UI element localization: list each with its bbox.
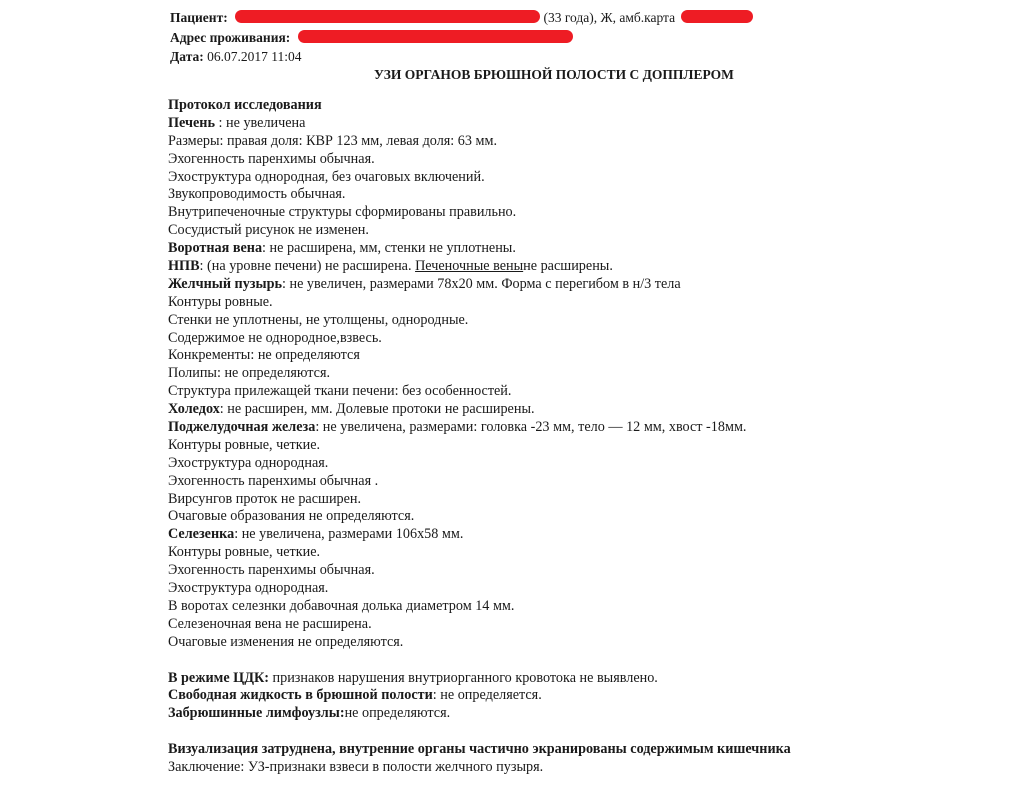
line-heading: Селезенка (168, 526, 235, 543)
line-text: Контуры ровные. (168, 293, 273, 310)
protocol-line (168, 491, 1008, 509)
line-text: Размеры: правая доля: КВР 123 мм, левая доля: 63 мм. (168, 132, 498, 149)
line-text: Селезеночная вена не расширена. (168, 615, 372, 632)
line-heading: Поджелудочная железа (168, 419, 316, 436)
line-heading: НПВ (168, 258, 200, 275)
protocol-line (168, 347, 1008, 365)
protocol-line (168, 383, 1008, 401)
line-heading: Визуализация затруднена, внутренние органы частично экранированы содержимым кишечника (168, 741, 791, 758)
protocol-line (168, 365, 1008, 383)
protocol-line (168, 705, 1008, 723)
protocol-line (168, 258, 1008, 276)
line-text: Эхогенность паренхимы обычная. (168, 150, 375, 167)
line-text: Эхоструктура однородная. (168, 580, 329, 597)
protocol-line (168, 741, 1008, 759)
date-value: 06.07.2017 11:04 (207, 49, 302, 64)
line-text: Внутрипеченочные структуры сформированы правильно. (168, 204, 517, 221)
address-label: Адрес проживания: (170, 30, 291, 45)
line-text: признаков нарушения внутриорганного кровотока не выявлено. (268, 669, 658, 686)
date-label: Дата: (170, 49, 204, 64)
protocol-line (168, 419, 1008, 437)
line-text: не расширены. (523, 258, 613, 275)
line-text: Стенки не уплотнены, не утолщены, однородные. (168, 311, 469, 328)
line-text: Заключение: УЗ-признаки взвеси в полости желчного пузыря. (168, 758, 544, 775)
line-text: : не расширен, мм. Долевые протоки не расширены. (219, 401, 535, 418)
line-text: Эхогенность паренхимы обычная . (168, 472, 379, 489)
line-text: : не расширена, мм, стенки не уплотнены. (262, 240, 516, 257)
blank-line (168, 723, 1008, 741)
document-title: УЗИ ОРГАНОВ БРЮШНОЙ ПОЛОСТИ С ДОППЛЕРОМ (374, 67, 734, 82)
line-text: Эхоструктура однородная. (168, 454, 329, 471)
line-text: Эхоструктура однородная, без очаговых включений. (168, 168, 485, 185)
protocol-line (168, 240, 1008, 258)
redacted-patient-name (235, 10, 540, 23)
line-heading: В режиме ЦДК: (168, 669, 269, 686)
patient-line (170, 10, 753, 26)
line-heading: Протокол исследования (168, 97, 322, 113)
protocol-line (168, 759, 1008, 777)
protocol-line (168, 312, 1008, 330)
line-text: не определяются. (344, 705, 451, 722)
protocol-line (168, 222, 1008, 240)
line-text: Контуры ровные, четкие. (168, 436, 321, 453)
redacted-address (298, 30, 573, 43)
line-text: Конкременты: не определяются (168, 347, 360, 364)
protocol-line (168, 473, 1008, 491)
line-text: Вирсунгов проток не расширен. (168, 490, 362, 507)
line-text: : не увеличен, размерами 78х20 мм. Форма с перегибом в н/3 тела (281, 275, 681, 292)
line-heading: Воротная вена (168, 240, 263, 257)
protocol-line (168, 169, 1008, 187)
redacted-card-number (681, 10, 753, 23)
protocol-line (168, 276, 1008, 294)
protocol-body (168, 97, 1008, 777)
line-text: Контуры ровные, четкие. (168, 544, 321, 561)
protocol-line (168, 151, 1008, 169)
line-text: Структура прилежащей ткани печени: без особенностей. (168, 383, 512, 400)
patient-label: Пациент: (170, 10, 228, 25)
protocol-line (168, 634, 1008, 652)
protocol-line (168, 616, 1008, 634)
protocol-line (168, 97, 1008, 115)
line-heading: Свободная жидкость в брюшной полости (168, 687, 433, 704)
protocol-line (168, 598, 1008, 616)
line-heading: Холедох (168, 401, 220, 418)
line-heading: Желчный пузырь (168, 275, 282, 292)
protocol-line (168, 401, 1008, 419)
protocol-line (168, 186, 1008, 204)
patient-info: (33 года), Ж, амб.карта (543, 10, 676, 25)
blank-line (168, 652, 1008, 670)
protocol-line (168, 670, 1008, 688)
line-text: Полипы: не определяются. (168, 365, 331, 382)
line-text: : не увеличена (214, 114, 306, 131)
line-text: Эхогенность паренхимы обычная. (168, 562, 375, 579)
protocol-line (168, 526, 1008, 544)
line-text: Очаговые образования не определяются. (168, 508, 415, 525)
protocol-line (168, 294, 1008, 312)
line-text: : (на уровне печени) не расширена. (199, 258, 416, 275)
protocol-line (168, 437, 1008, 455)
line-heading: Печень (168, 114, 215, 131)
protocol-line (168, 133, 1008, 151)
protocol-line (168, 330, 1008, 348)
line-text: Сосудистый рисунок не изменен. (168, 222, 369, 239)
protocol-line (168, 204, 1008, 222)
protocol-line (168, 562, 1008, 580)
line-text: Очаговые изменения не определяются. (168, 633, 404, 650)
protocol-line (168, 508, 1008, 526)
line-text: : не увеличена, размерами: головка -23 мм, тело — 12 мм, хвост -18мм. (315, 419, 747, 436)
line-text: В воротах селезнки добавочная долька диаметром 14 мм. (168, 597, 515, 614)
line-text: Содержимое не однородное,взвесь. (168, 329, 382, 346)
protocol-line (168, 115, 1008, 133)
protocol-line (168, 544, 1008, 562)
protocol-line (168, 580, 1008, 598)
line-text: Звукопроводимость обычная. (168, 186, 346, 203)
line-text: : не увеличена, размерами 106х58 мм. (234, 526, 464, 543)
protocol-line (168, 687, 1008, 705)
line-heading: Забрюшинные лимфоузлы: (168, 705, 345, 722)
line-text: : не определяется. (432, 687, 542, 704)
address-line (170, 30, 573, 46)
line-underlined-text: Печеночные вены (415, 258, 524, 275)
date-line (170, 49, 301, 65)
protocol-line (168, 455, 1008, 473)
